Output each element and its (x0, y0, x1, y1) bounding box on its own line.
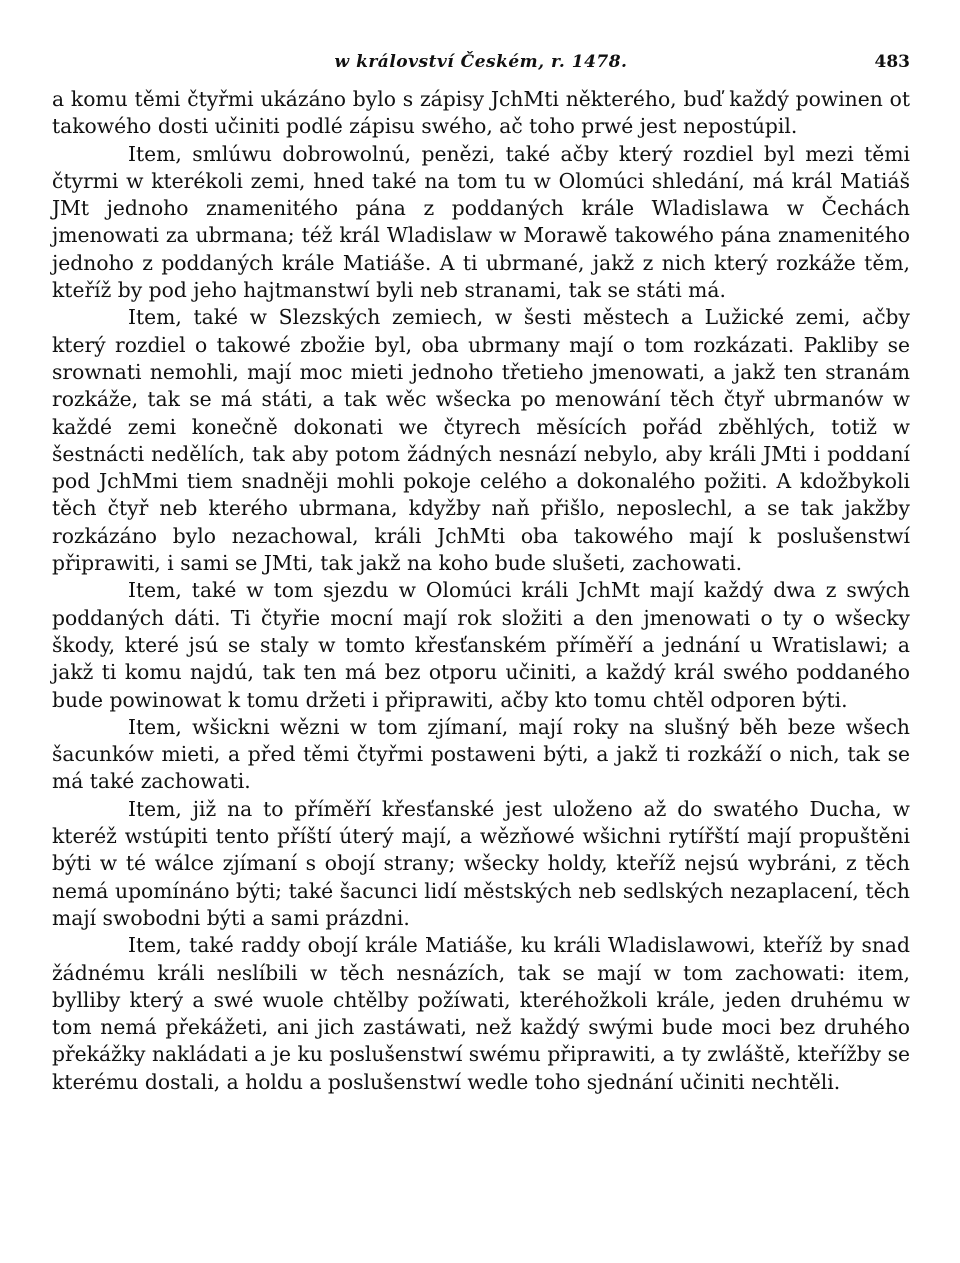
paragraph: Item, také raddy obojí krále Matiáše, ku králi Wladislawowi, kteříž by snad žádnému králi neslíbili w těch nesnázích, tak se mají w tom zachowati: item, bylliby který a swé wuole chtělby požíwati, kteréhožkoli krále, jeden druhému w tom nemá překážeti, ani jich zastáwati, než každý swými bude moci bez druhého překážky nakládati a je ku poslušenstwí swému připrawiti, a ty zwláště, kteřížby se kterému dostali, a holdu a poslušenstwí wedle toho sjednání učiniti nechtěli. (52, 933, 910, 1094)
running-title: w království Českém, r. 1478. (334, 52, 628, 72)
paragraph: Item, wšickni wězni w tom zjímaní, mají roky na slušný běh beze wšech šacunków mieti, a před těmi čtyřmi postaweni býti, a jakž ti rozkáží o nich, tak se má také zachowati. (52, 714, 910, 794)
page-number: 483 (874, 52, 910, 72)
paragraph: Item, smlúwu dobrowolnú, penězi, také ačby který rozdiel byl mezi těmi čtyrmi w kterékoli zemi, hned také na tom tu w Olomúci shledání, má král Matiáš JMt jednoho znamenitého pána z poddaných krále Wladislawa w Čechách jmenowati za ubrmana; též král Wladislaw w Morawě takowého pána znamenitého jednoho z poddaných krále Matiáše. A ti ubrmané, jakž z nich který rozkáže těm, kteříž by pod jeho hajtmanstwí byli neb stranami, tak se státi má. (52, 141, 910, 303)
paragraph: Item, již na to příměří křesťanské jest uloženo až do swatého Ducha, w kteréž wstúpiti tento příští úterý mají, a wězňowé wšichni rytířští mají propuštěni býti w té wálce zjímaní s obojí strany; wšecky holdy, kteříž nejsú wybráni, z těch nemá upomínáno býti; také šacunci lidí městských neb sedlských nezaplacení, těch mají swobodni býti a sami prázdni. (52, 796, 910, 930)
body-text (52, 86, 910, 1096)
paragraph: Item, také w tom sjezdu w Olomúci králi JchMt mají každý dwa z swých poddaných dáti. Ti čtyřie mocní mají rok složiti a den jmenowati o ty o wšecky škody, které jsú se staly w tomto křesťanském příměří a jednání u Wratislawi; a jakž ti komu najdú, tak ten má bez otporu učiniti, a každý král swého poddaného bude powinowat k tomu držeti i připrawiti, ačby kto tomu chtěl odporen býti. (52, 578, 910, 712)
paragraph: a komu těmi čtyřmi ukázáno bylo s zápisy JchMti některého, buď každý powinen ot takowého dosti učiniti podlé zápisu swého, ač toho prwé jest nepostúpil. (52, 87, 910, 139)
running-head (52, 52, 910, 86)
paragraph: Item, také w Slezských zemiech, w šesti městech a Lužické zemi, ačby který rozdiel o takowé zbožie byl, oba ubrmany mají o tom rozkázati. Pakliby se srownati nemohli, mají moc mieti jednoho třetieho jmenowati, a jakž ten stranám rozkáže, tak se má státi, a tak wěc wšecka po menowání těch čtyř ubrmanów w každé zemi konečně dokonati we čtyrech měsících pořád zběhlých, totiž w šestnácti nedělích, tak aby potom žádných nesnází nebylo, aby králi JMti i poddaní pod JchMmi tiem snadněji mohli pokoje celého a dokonalého požiti. A kdožbykoli těch čtyř neb kterého ubrmana, kdyžby naň přišlo, neposlechl, a se tak jakžby rozkázáno bylo nezachowal, králi JchMti oba takowého mají k poslušenstwí připrawiti, i sami se JMti, tak jakž na koho bude slušeti, zachowati. (52, 305, 910, 576)
